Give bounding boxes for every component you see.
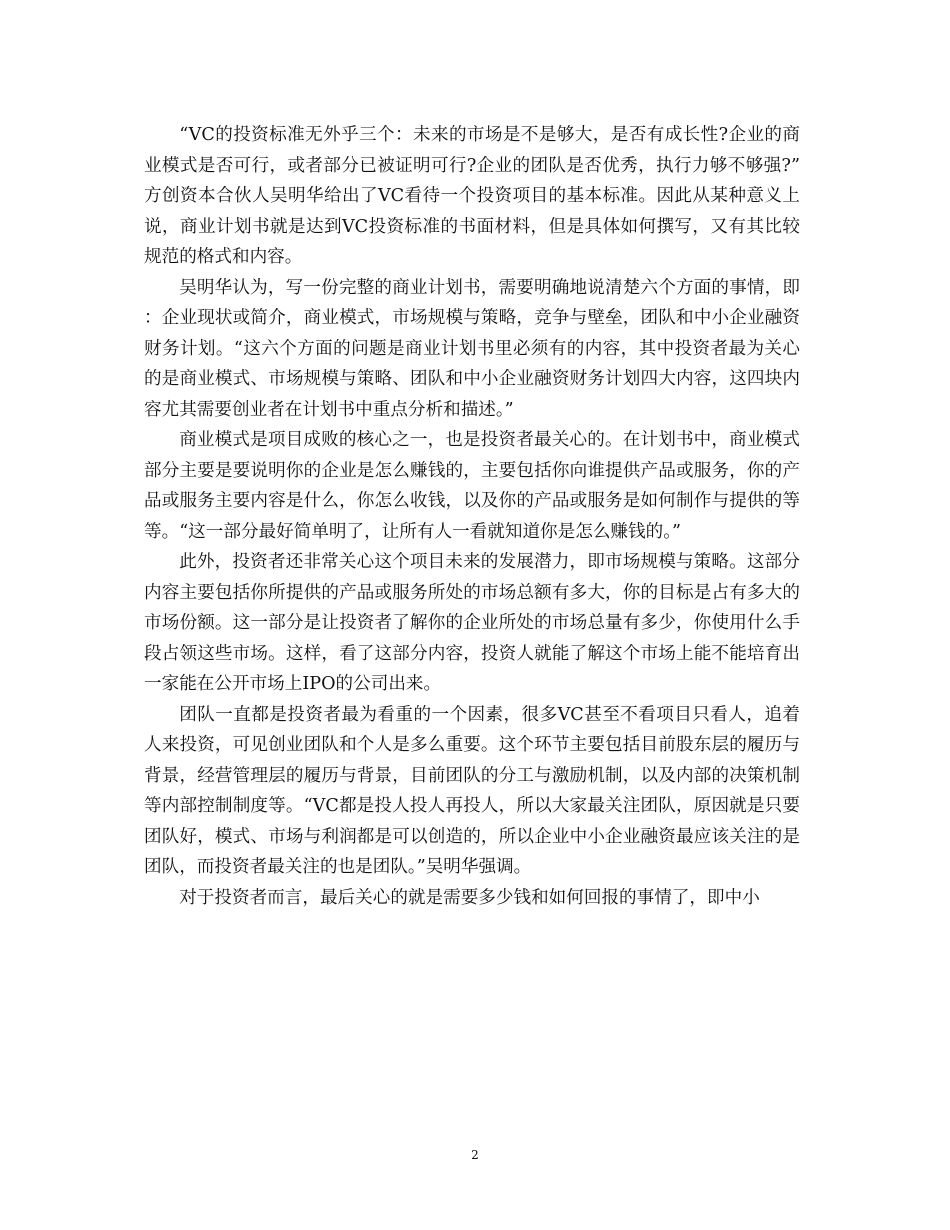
- paragraph-6: 对于投资者而言，最后关心的就是需要多少钱和如何回报的事情了，即中小: [179, 887, 760, 908]
- paragraph-3: 商业模式是项目成败的核心之一，也是投资者最关心的。在计划书中，商业模式部分主要是要说明你的企业是怎么赚钱的，主要包括你向谁提供产品或服务，你的产品或服务主要内容是什么，你怎么收钱，以及你的产品或服务是如何制作与提供的等等。“这一部分最好简单明了，让所有人一看就知道你是怎么赚钱的。”: [144, 430, 800, 542]
- body-text: [144, 120, 800, 913]
- page-number: 2: [471, 1148, 479, 1162]
- paragraph-1: “VC的投资标准无外乎三个：未来的市场是不是够大，是否有成长性?企业的商业模式是否可行，或者部分已被证明可行?企业的团队是否优秀，执行力够不够强?”方创资本合伙人吴明华给出了VC看待一个投资项目的基本标准。因此从某种意义上说，商业计划书就是达到VC投资标准的书面材料，但是具体如何撰写，又有其比较规范的格式和内容。: [144, 125, 800, 267]
- paragraph-4: 此外，投资者还非常关心这个项目未来的发展潜力，即市场规模与策略。这部分内容主要包括你所提供的产品或服务所处的市场总额有多大，你的目标是占有多大的市场份额。这一部分是让投资者了解你的企业所处的市场总量有多少，你使用什么手段占领这些市场。这样，看了这部分内容，投资人就能了解这个市场上能不能培育出一家能在公开市场上IPO的公司出来。: [144, 552, 800, 694]
- paragraph-2: 吴明华认为，写一份完整的商业计划书，需要明确地说清楚六个方面的事情，即：企业现状或简介，商业模式，市场规模与策略，竞争与壁垒，团队和中小企业融资财务计划。“这六个方面的问题是商业计划书里必须有的内容，其中投资者最为关心的是商业模式、市场规模与策略、团队和中小企业融资财务计划四大内容，这四块内容尤其需要创业者在计划书中重点分析和描述。”: [144, 277, 800, 420]
- paragraph-5: 团队一直都是投资者最为看重的一个因素，很多VC甚至不看项目只看人，追着人来投资，可见创业团队和个人是多么重要。这个环节主要包括目前股东层的履历与背景，经营管理层的履历与背景，目前团队的分工与激励机制，以及内部的决策机制等内部控制制度等。“VC都是投人投人再投人，所以大家最关注团队，原因就是只要团队好，模式、市场与利润都是可以创造的，所以企业中小企业融资最应该关注的是团队，而投资者最关注的也是团队。”吴明华强调。: [144, 704, 800, 877]
